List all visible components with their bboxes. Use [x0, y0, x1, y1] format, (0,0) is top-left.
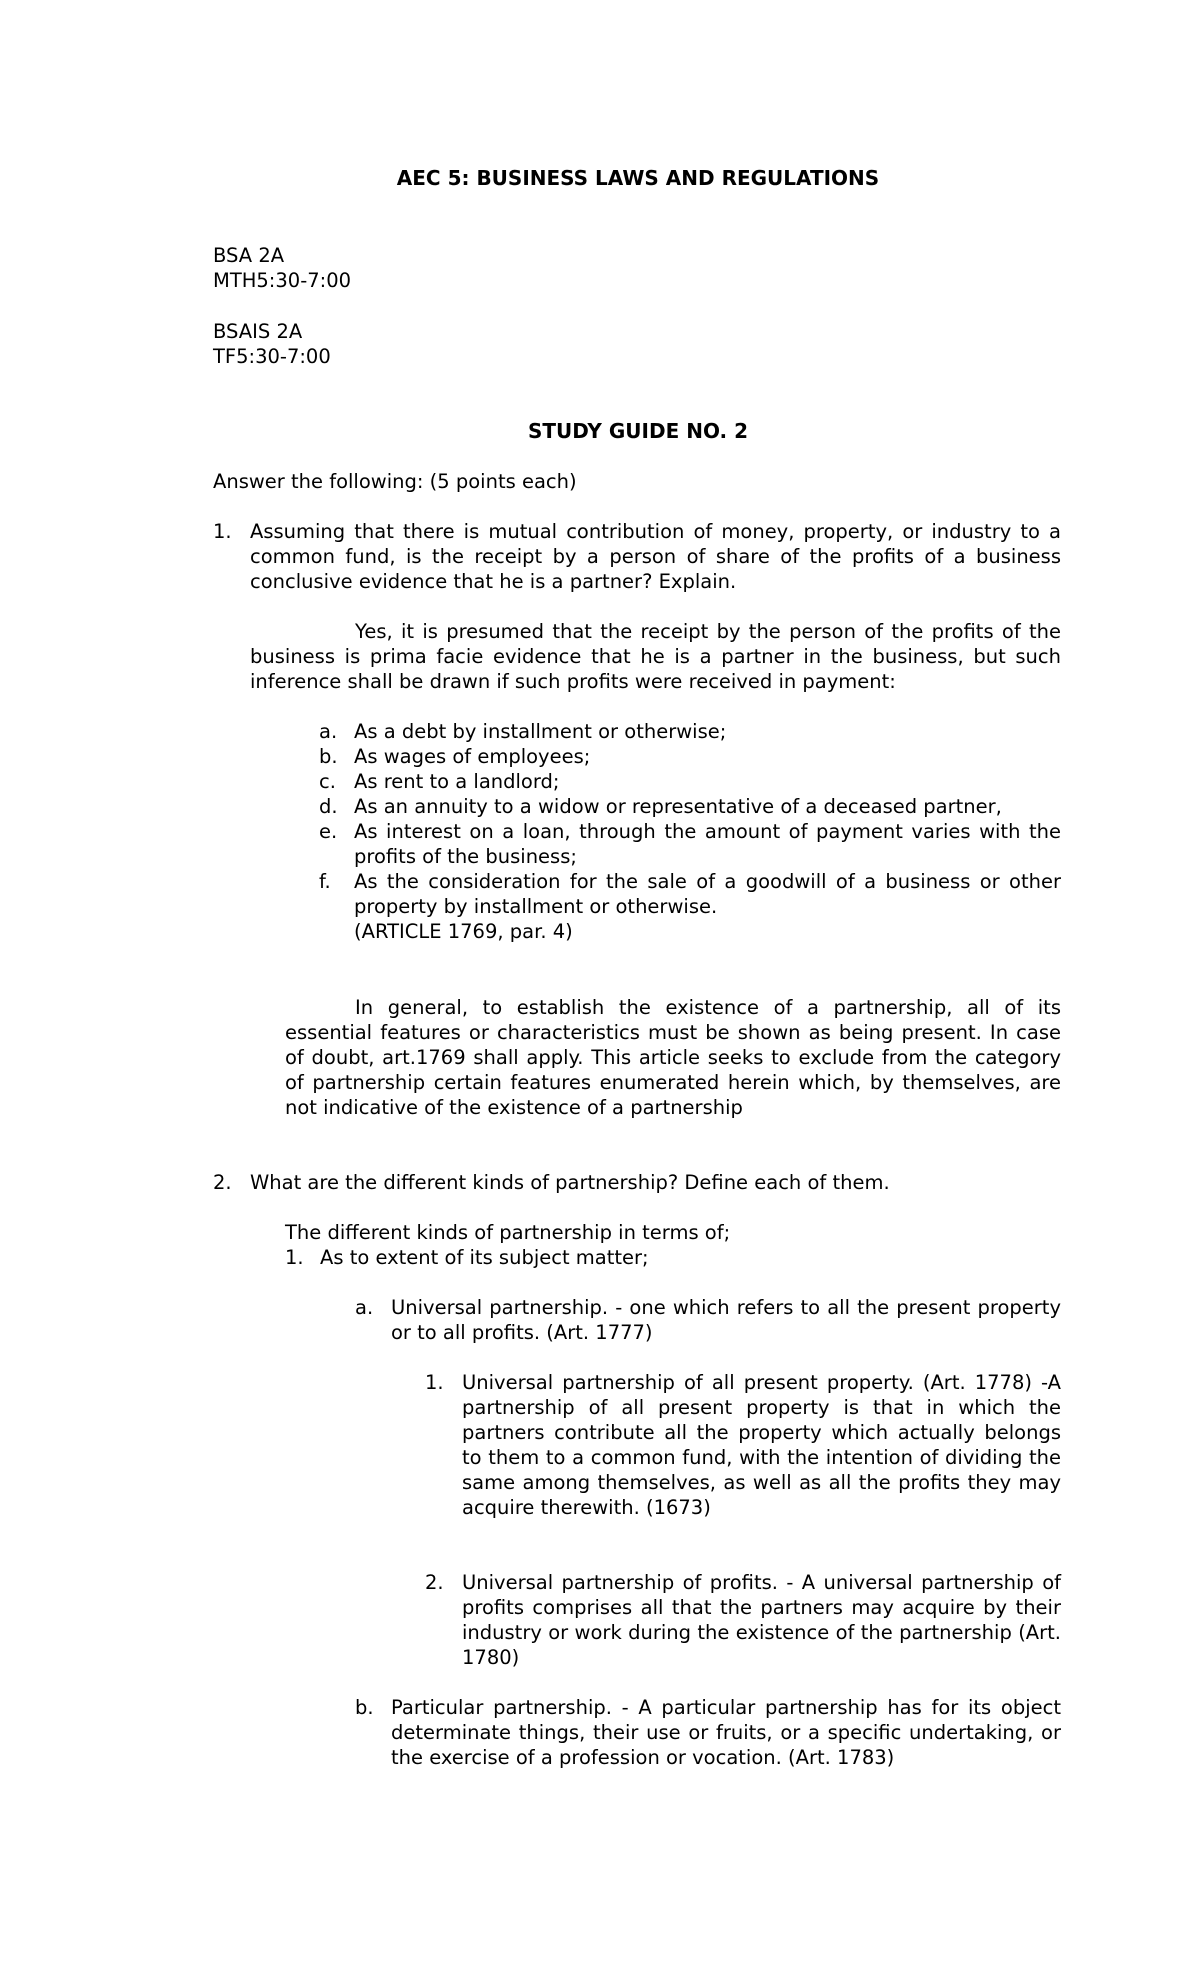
question-1 — [213, 519, 1061, 594]
list-marker: d. — [319, 795, 338, 818]
section-schedule: TF5:30-7:00 — [213, 345, 331, 368]
section-name: BSAIS 2A — [213, 320, 303, 343]
subtype-text: Universal partnership of all present property. (Art. 1778) -A partnership of all present property is that in which the partners contribute all the property which actually belongs to them to a common fund, with the intention of dividing the same among themselves, as well as all the profits they may acquire therewith. (1673) — [462, 1371, 1061, 1519]
citation: (ARTICLE 1769, par. 4) — [354, 920, 573, 943]
subtype-text: Universal partnership of profits. - A universal partnership of profits comprises all that the partners may acquire by their industry or work during the existence of the partnership (Art. 1780) — [462, 1571, 1061, 1669]
list-item — [319, 819, 1061, 869]
section-name: BSA 2A — [213, 244, 285, 267]
list-item-text: As a debt by installment or otherwise; — [354, 720, 727, 743]
document-title: AEC 5: BUSINESS LAWS AND REGULATIONS — [396, 166, 880, 190]
list-item — [319, 794, 1061, 819]
universal-text: Universal partnership. - one which refers to all the present property or to all profits. (Art. 1777) — [391, 1296, 1061, 1344]
class-sections — [213, 243, 813, 369]
section-schedule: MTH5:30-7:00 — [213, 269, 352, 292]
universal-partnership — [355, 1295, 1061, 1345]
universal-profits — [425, 1570, 1061, 1670]
list-marker: 1. — [425, 1371, 444, 1394]
question-2 — [213, 1170, 1061, 1195]
list-item-text: As rent to a landlord; — [354, 770, 560, 793]
answer-conclusion — [285, 995, 1061, 1120]
answer-intro: The different kinds of partnership in terms of; — [285, 1221, 731, 1244]
kind-item — [285, 1245, 1061, 1270]
particular-text: Particular partnership. - A particular partnership has for its object determinate things, their use or fruits, or a specific undertaking, or the exercise of a profession or vocation. (Art. 1783) — [391, 1696, 1061, 1769]
list-marker: a. — [319, 720, 338, 743]
list-marker: b. — [355, 1696, 374, 1719]
question-number: 1. — [213, 520, 232, 543]
list-item-text: As an annuity to a widow or representative of a deceased partner, — [354, 795, 1002, 818]
list-item — [319, 919, 1061, 944]
list-item-text: As wages of employees; — [354, 745, 591, 768]
list-item — [319, 719, 1061, 744]
list-marker: b. — [319, 745, 338, 768]
list-item — [319, 769, 1061, 794]
list-item-text: As interest on a loan, through the amount of payment varies with the profits of the business; — [354, 820, 1061, 868]
kind-text: As to extent of its subject matter; — [320, 1246, 649, 1269]
list-marker: a. — [355, 1296, 374, 1319]
list-item — [319, 744, 1061, 769]
question-number: 2. — [213, 1171, 232, 1194]
universal-present-property — [425, 1370, 1061, 1520]
list-item-text: As the consideration for the sale of a goodwill of a business or other property by installment or otherwise. — [354, 870, 1061, 918]
conclusion-text: In general, to establish the existence of a partnership, all of its essential features or characteristics must be shown as being present. In case of doubt, art.1769 shall apply. This article seeks to exclude from the category of partnership certain features enumerated herein which, by themselves, are not indicative of the existence of a partnership — [285, 996, 1061, 1119]
answer-intro: Yes, it is presumed that the receipt by the person of the profits of the business is prima facie evidence that he is a partner in the business, but such inference shall be drawn if such profits were received in payment: — [250, 620, 1061, 693]
list-marker: e. — [319, 820, 338, 843]
list-marker: f. — [319, 870, 331, 893]
list-marker: c. — [319, 770, 336, 793]
instruction-text: Answer the following: (5 points each) — [213, 470, 577, 493]
study-guide-title: STUDY GUIDE NO. 2 — [528, 419, 748, 443]
list-marker: 1. — [285, 1246, 304, 1269]
list-marker: 2. — [425, 1571, 444, 1594]
particular-partnership — [355, 1695, 1061, 1770]
question-text: What are the different kinds of partnership? Define each of them. — [250, 1171, 890, 1194]
list-item — [319, 869, 1061, 919]
payment-list — [319, 719, 1061, 944]
question-text: Assuming that there is mutual contribution of money, property, or industry to a common fund, is the receipt by a person of share of the profits of a business conclusive evidence that he is a partner? Explain. — [250, 520, 1061, 593]
